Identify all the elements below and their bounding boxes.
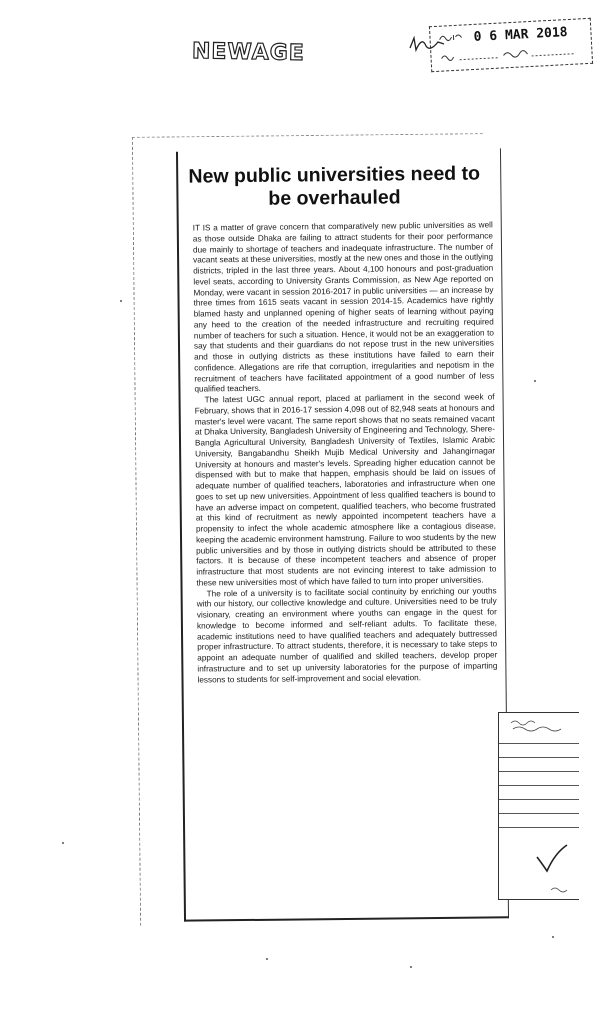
routing-slip-rule xyxy=(499,827,579,828)
routing-slip-rule xyxy=(499,771,579,772)
date-stamp xyxy=(429,18,593,72)
routing-slip-rule xyxy=(499,799,579,800)
stamp-date-row xyxy=(438,25,568,47)
article-paragraph: The latest UGC annual report, placed at parliament in the second week of February, shows that in 2016-17 session 4,098 out of 82,948 seats at honours and master's level were vacant. The same report shows that no seats remained vacant at Dhaka University, Bangladesh University of Engineering and Technology, Shere-Bangla Agricultural University, Bangladesh University of Textiles, Islamic Arabic University, Bangabandhu Sheikh Mujib Medical University and Jahangirnagar University at honours and master's levels. Spreading higher education cannot be dispensed with but to make that happen, emphasis should be laid on issues of adequate number of qualified teachers, laboratories and infrastructure when one goes to set up new universities. Appointment of less qualified teachers is bound to have an adverse impact on competent, qualified teachers, who become frustrated at this kind of recruitment as newly appointed incompetent teachers have a propensity to infect the whole academic atmosphere like a contagious disease, keeping the academic environment hamstrung. Failure to woo students by the new public universities and by those in outlying districts should be attributed to these factors. It is because of these incompetent teachers and absence of proper infrastructure that most students are not evincing interest to take admission to these new universities most of which have failed to turn into proper universities. xyxy=(194,392,497,588)
routing-slip-rule xyxy=(499,743,579,744)
checkmark-icon xyxy=(535,843,569,875)
scan-speck xyxy=(62,842,64,844)
article-headline: New public universities need to be overhauled xyxy=(188,162,481,210)
scan-speck xyxy=(120,300,122,302)
article-paragraph: The role of a university is to facilitate social continuity by enriching our youths with our history, our collective knowledge and culture. Universities need to be truly visionary, creating an environment where youths can engage in the quest for knowledge to become informed and self-reliant adults. To facilitate these, academic institutions need to have qualified teachers and adequately buttressed proper infrastructure. To attract students, therefore, it is necessary to take steps to appoint an adequate number of qualified and skilled teachers, develop proper infrastructure and to set up university laboratories for the purpose of imparting lessons to students for self-improvement and social elevation. xyxy=(196,585,498,685)
newspaper-masthead: NEWAGE xyxy=(191,39,306,66)
scan-speck xyxy=(552,936,554,938)
newspaper-clipping xyxy=(176,148,509,921)
scan-speck xyxy=(266,958,268,960)
routing-slip-rule xyxy=(499,813,579,814)
scan-speck xyxy=(534,380,536,382)
routing-slip-rule xyxy=(499,785,579,786)
routing-slip-signature-mark xyxy=(549,885,573,895)
article-body xyxy=(193,220,498,685)
scan-speck xyxy=(410,966,412,968)
handwritten-initials-mark xyxy=(408,34,448,61)
routing-slip-header-mark xyxy=(505,719,575,735)
routing-slip xyxy=(498,712,579,900)
stamp-page-row xyxy=(439,45,579,65)
routing-slip-rule xyxy=(499,757,579,758)
article-paragraph: IT IS a matter of grave concern that comparatively new public universities as well as those outside Dhaka are failing to attract students for their poor performance due mainly to shortage of teachers and inadequate infrastructure. The number of vacant seats at these universities, mostly at the new ones and those in the outlying districts, tripled in the last three years. About 4,100 honours and post-graduation level seats, according to University Grants Commission, as New Age reported on Monday, were vacant in session 2016-2017 in public universities — an increase by three times from 1615 seats vacant in session 2014-15. Academics have rightly blamed hasty and unplanned opening of higher seats of learning without paying any heed to the creation of the needed infrastructure and recruiting required number of teachers for such a situation. Hence, it would not be an exaggeration to say that students and their guardians do not repose trust in the new universities and those in outlying districts as these institutions have failed to earn their confidence. Allegations are rife that corruption, irregularities and nepotism in the recruitment of teachers have facilitated appointment of a good number of less qualified teachers. xyxy=(192,220,495,394)
stamp-date: 0 6 MAR 2018 xyxy=(473,25,568,45)
